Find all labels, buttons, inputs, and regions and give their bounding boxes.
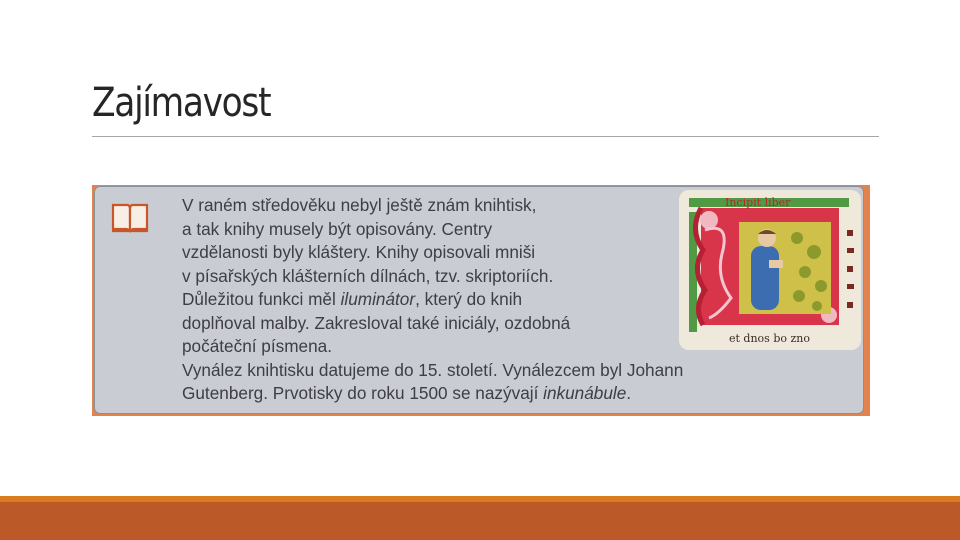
text-fragment: . xyxy=(626,383,632,403)
text-line xyxy=(182,382,862,406)
text-fragment: , který do knih xyxy=(415,289,523,309)
accent-band xyxy=(0,502,960,540)
text-line: V raném středověku nebyl ještě znám knihtisk, xyxy=(182,195,537,215)
title-divider xyxy=(92,136,879,137)
illumination-top-caption: Incipit liber xyxy=(725,196,791,209)
text-line: počáteční písmena. xyxy=(182,336,333,356)
book-icon xyxy=(111,201,149,235)
text-line: v písařských klášterních dílnách, tzv. skriptoriích. xyxy=(182,265,554,286)
text-line: doplňoval malby. Zakresloval také iniciály, ozdobná xyxy=(182,312,571,333)
text-fragment: Důležitou funkci měl xyxy=(182,289,341,309)
italic-term: iluminátor xyxy=(340,289,416,309)
textbook-scan xyxy=(92,185,870,416)
italic-term: inkunábule xyxy=(543,383,627,403)
text-line: Vynález knihtisku datujeme do 15. století. Vynálezcem byl Johann xyxy=(182,359,684,380)
text-fragment: Gutenberg. Prvotisky do roku 1500 se nazývají xyxy=(182,383,544,403)
illumination-bottom-caption: et dnos bo zno xyxy=(729,332,810,345)
text-line: vzdělanosti byly kláštery. Knihy opisovali mniši xyxy=(182,242,536,262)
text-line: a tak knihy musely být opisovány. Centry xyxy=(182,218,493,239)
info-box xyxy=(94,186,864,414)
slide-title: Zajímavost xyxy=(92,80,271,126)
illuminated-initial-image xyxy=(679,190,861,350)
illuminated-initial-drawing xyxy=(679,190,861,350)
